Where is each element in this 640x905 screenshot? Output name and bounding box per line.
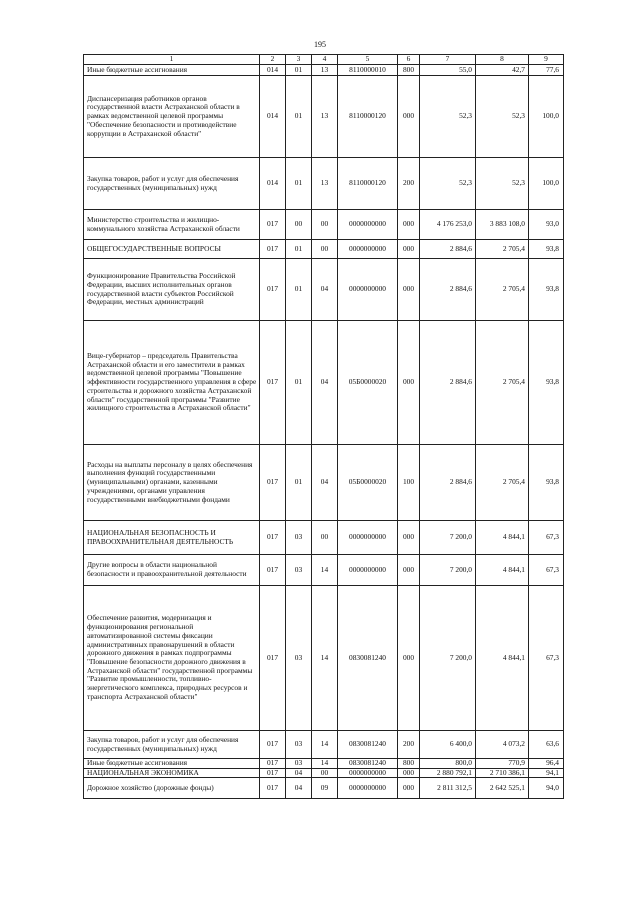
cell-col-4: 04 bbox=[312, 321, 338, 445]
column-header: 2 bbox=[260, 55, 286, 65]
row-name-cell: Иные бюджетные ассигнования bbox=[84, 759, 260, 769]
budget-table bbox=[83, 54, 564, 799]
cell-col-7: 2 884,6 bbox=[420, 259, 476, 321]
column-header: 5 bbox=[338, 55, 398, 65]
cell-col-5: 0000000000 bbox=[338, 768, 398, 778]
cell-col-9: 94,1 bbox=[529, 768, 564, 778]
row-name-cell: Расходы на выплаты персоналу в целях обеспечения выполнения функций государственными (муниципальными) органами, казенными учреждениями, органами управления государственными внебюджетными фондами bbox=[84, 445, 260, 521]
cell-col-8: 2 642 525,1 bbox=[476, 778, 529, 799]
cell-col-7: 800,0 bbox=[420, 759, 476, 769]
cell-col-9: 63,6 bbox=[529, 731, 564, 759]
column-header: 4 bbox=[312, 55, 338, 65]
column-header: 3 bbox=[286, 55, 312, 65]
cell-col-6: 000 bbox=[398, 768, 420, 778]
cell-col-6: 000 bbox=[398, 76, 420, 158]
cell-col-9: 93,8 bbox=[529, 259, 564, 321]
row-name-cell: Другие вопросы в области национальной безопасности и правоохранительной деятельности bbox=[84, 555, 260, 586]
cell-col-3: 04 bbox=[286, 778, 312, 799]
cell-col-8: 42,7 bbox=[476, 65, 529, 76]
cell-col-2: 017 bbox=[260, 586, 286, 731]
cell-col-4: 04 bbox=[312, 445, 338, 521]
cell-col-4: 13 bbox=[312, 65, 338, 76]
cell-col-5: 8110000010 bbox=[338, 65, 398, 76]
cell-col-8: 3 883 108,0 bbox=[476, 210, 529, 240]
cell-col-3: 01 bbox=[286, 321, 312, 445]
column-header-row bbox=[84, 55, 564, 65]
cell-col-8: 52,3 bbox=[476, 76, 529, 158]
cell-col-5: 0830081240 bbox=[338, 759, 398, 769]
cell-col-6: 000 bbox=[398, 259, 420, 321]
row-name-cell: Закупка товаров, работ и услуг для обеспечения государственных (муниципальных) нужд bbox=[84, 158, 260, 210]
row-name-cell: Закупка товаров, работ и услуг для обеспечения государственных (муниципальных) нужд bbox=[84, 731, 260, 759]
cell-col-2: 017 bbox=[260, 445, 286, 521]
cell-col-6: 000 bbox=[398, 586, 420, 731]
row-name-cell: Иные бюджетные ассигнования bbox=[84, 65, 260, 76]
table-row bbox=[84, 76, 564, 158]
table-row bbox=[84, 158, 564, 210]
cell-col-9: 94,0 bbox=[529, 778, 564, 799]
cell-col-7: 4 176 253,0 bbox=[420, 210, 476, 240]
cell-col-4: 13 bbox=[312, 76, 338, 158]
cell-col-9: 93,0 bbox=[529, 210, 564, 240]
row-name-cell: НАЦИОНАЛЬНАЯ БЕЗОПАСНОСТЬ И ПРАВООХРАНИТЕЛЬНАЯ ДЕЯТЕЛЬНОСТЬ bbox=[84, 521, 260, 555]
cell-col-2: 014 bbox=[260, 65, 286, 76]
cell-col-4: 09 bbox=[312, 778, 338, 799]
cell-col-2: 017 bbox=[260, 521, 286, 555]
cell-col-3: 03 bbox=[286, 555, 312, 586]
cell-col-7: 55,0 bbox=[420, 65, 476, 76]
cell-col-8: 2 710 386,1 bbox=[476, 768, 529, 778]
cell-col-9: 100,0 bbox=[529, 76, 564, 158]
cell-col-7: 2 811 312,5 bbox=[420, 778, 476, 799]
cell-col-4: 00 bbox=[312, 768, 338, 778]
cell-col-2: 017 bbox=[260, 321, 286, 445]
cell-col-4: 00 bbox=[312, 521, 338, 555]
cell-col-7: 52,3 bbox=[420, 158, 476, 210]
cell-col-9: 93,8 bbox=[529, 240, 564, 259]
row-name-cell: НАЦИОНАЛЬНАЯ ЭКОНОМИКА bbox=[84, 768, 260, 778]
column-header: 8 bbox=[476, 55, 529, 65]
cell-col-7: 2 884,6 bbox=[420, 240, 476, 259]
cell-col-8: 2 705,4 bbox=[476, 445, 529, 521]
cell-col-9: 67,3 bbox=[529, 555, 564, 586]
cell-col-8: 2 705,4 bbox=[476, 259, 529, 321]
cell-col-2: 017 bbox=[260, 555, 286, 586]
cell-col-2: 017 bbox=[260, 768, 286, 778]
table-row bbox=[84, 259, 564, 321]
cell-col-6: 000 bbox=[398, 555, 420, 586]
cell-col-5: 0000000000 bbox=[338, 259, 398, 321]
cell-col-8: 770,9 bbox=[476, 759, 529, 769]
cell-col-4: 00 bbox=[312, 240, 338, 259]
cell-col-3: 01 bbox=[286, 65, 312, 76]
cell-col-4: 14 bbox=[312, 731, 338, 759]
page-number: 195 bbox=[314, 40, 326, 49]
column-header: 7 bbox=[420, 55, 476, 65]
row-name-cell: Вице-губернатор – председатель Правительства Астраханской области и его заместители в рамках ведомственной целевой программы "Повышение эффективности государственного управления в сфере строительства и дорожного хозяйства Астраханской области" государственной программы "Развитие жилищного строительства в Астраханской области" bbox=[84, 321, 260, 445]
cell-col-7: 52,3 bbox=[420, 76, 476, 158]
cell-col-7: 6 400,0 bbox=[420, 731, 476, 759]
cell-col-3: 01 bbox=[286, 76, 312, 158]
cell-col-4: 14 bbox=[312, 586, 338, 731]
cell-col-4: 14 bbox=[312, 555, 338, 586]
cell-col-5: 0000000000 bbox=[338, 555, 398, 586]
cell-col-3: 03 bbox=[286, 521, 312, 555]
cell-col-8: 4 844,1 bbox=[476, 555, 529, 586]
cell-col-6: 000 bbox=[398, 240, 420, 259]
cell-col-9: 93,8 bbox=[529, 445, 564, 521]
cell-col-3: 03 bbox=[286, 759, 312, 769]
cell-col-8: 4 844,1 bbox=[476, 586, 529, 731]
cell-col-5: 0830081240 bbox=[338, 586, 398, 731]
cell-col-8: 52,3 bbox=[476, 158, 529, 210]
cell-col-8: 2 705,4 bbox=[476, 240, 529, 259]
column-header: 6 bbox=[398, 55, 420, 65]
table-row bbox=[84, 210, 564, 240]
cell-col-8: 2 705,4 bbox=[476, 321, 529, 445]
cell-col-9: 96,4 bbox=[529, 759, 564, 769]
cell-col-3: 00 bbox=[286, 210, 312, 240]
cell-col-5: 0000000000 bbox=[338, 240, 398, 259]
row-name-cell: Дорожное хозяйство (дорожные фонды) bbox=[84, 778, 260, 799]
cell-col-9: 67,3 bbox=[529, 521, 564, 555]
row-name-cell: Министерство строительства и жилищно-коммунального хозяйства Астраханской области bbox=[84, 210, 260, 240]
cell-col-3: 01 bbox=[286, 158, 312, 210]
table-body bbox=[84, 65, 564, 799]
table-row bbox=[84, 65, 564, 76]
row-name-cell: Функционирование Правительства Российской Федерации, высших исполнительных органов государственной власти субъектов Российской Федерации, местных администраций bbox=[84, 259, 260, 321]
cell-col-2: 014 bbox=[260, 76, 286, 158]
cell-col-6: 000 bbox=[398, 321, 420, 445]
cell-col-6: 100 bbox=[398, 445, 420, 521]
cell-col-6: 000 bbox=[398, 778, 420, 799]
cell-col-4: 14 bbox=[312, 759, 338, 769]
table-row bbox=[84, 731, 564, 759]
cell-col-6: 000 bbox=[398, 521, 420, 555]
row-name-cell: Диспансеризация работников органов государственной власти Астраханской области в рамках ведомственной целевой программы "Обеспечение безопасности и противодействие коррупции в Астраханской области" bbox=[84, 76, 260, 158]
cell-col-6: 000 bbox=[398, 210, 420, 240]
cell-col-2: 017 bbox=[260, 778, 286, 799]
cell-col-3: 03 bbox=[286, 586, 312, 731]
table-row bbox=[84, 321, 564, 445]
cell-col-8: 4 073,2 bbox=[476, 731, 529, 759]
cell-col-5: 8110000120 bbox=[338, 158, 398, 210]
row-name-cell: ОБЩЕГОСУДАРСТВЕННЫЕ ВОПРОСЫ bbox=[84, 240, 260, 259]
cell-col-9: 67,3 bbox=[529, 586, 564, 731]
table-row bbox=[84, 759, 564, 769]
cell-col-5: 0000000000 bbox=[338, 210, 398, 240]
cell-col-2: 017 bbox=[260, 259, 286, 321]
table-row bbox=[84, 555, 564, 586]
cell-col-6: 200 bbox=[398, 158, 420, 210]
cell-col-6: 800 bbox=[398, 65, 420, 76]
cell-col-7: 7 200,0 bbox=[420, 555, 476, 586]
table-row bbox=[84, 445, 564, 521]
cell-col-9: 100,0 bbox=[529, 158, 564, 210]
cell-col-7: 2 880 792,1 bbox=[420, 768, 476, 778]
cell-col-6: 800 bbox=[398, 759, 420, 769]
cell-col-8: 4 844,1 bbox=[476, 521, 529, 555]
cell-col-2: 017 bbox=[260, 731, 286, 759]
column-header: 1 bbox=[84, 55, 260, 65]
cell-col-5: 05Б0000020 bbox=[338, 321, 398, 445]
column-header: 9 bbox=[529, 55, 564, 65]
cell-col-9: 93,8 bbox=[529, 321, 564, 445]
cell-col-7: 7 200,0 bbox=[420, 521, 476, 555]
cell-col-2: 014 bbox=[260, 158, 286, 210]
cell-col-6: 200 bbox=[398, 731, 420, 759]
table-row bbox=[84, 586, 564, 731]
table-row bbox=[84, 521, 564, 555]
cell-col-5: 0830081240 bbox=[338, 731, 398, 759]
cell-col-5: 0000000000 bbox=[338, 521, 398, 555]
row-name-cell: Обеспечение развития, модернизация и функционирования региональной автоматизированной системы фиксации административных правонарушений в области дорожного движения в рамках подпрограммы "Повышение безопасности дорожного движения в Астраханской области" государственной программы "Развитие промышленности, топливно-энергетического комплекса, природных ресурсов и транспорта Астраханской области" bbox=[84, 586, 260, 731]
cell-col-3: 04 bbox=[286, 768, 312, 778]
cell-col-3: 01 bbox=[286, 445, 312, 521]
cell-col-5: 05Б0000020 bbox=[338, 445, 398, 521]
cell-col-4: 00 bbox=[312, 210, 338, 240]
cell-col-4: 13 bbox=[312, 158, 338, 210]
cell-col-7: 2 884,6 bbox=[420, 445, 476, 521]
table-row bbox=[84, 768, 564, 778]
cell-col-2: 017 bbox=[260, 759, 286, 769]
cell-col-2: 017 bbox=[260, 240, 286, 259]
cell-col-7: 7 200,0 bbox=[420, 586, 476, 731]
cell-col-5: 8110000120 bbox=[338, 76, 398, 158]
cell-col-7: 2 884,6 bbox=[420, 321, 476, 445]
cell-col-5: 0000000000 bbox=[338, 778, 398, 799]
table-row bbox=[84, 778, 564, 799]
table-row bbox=[84, 240, 564, 259]
cell-col-3: 01 bbox=[286, 240, 312, 259]
cell-col-3: 03 bbox=[286, 731, 312, 759]
cell-col-2: 017 bbox=[260, 210, 286, 240]
cell-col-3: 01 bbox=[286, 259, 312, 321]
cell-col-9: 77,6 bbox=[529, 65, 564, 76]
cell-col-4: 04 bbox=[312, 259, 338, 321]
